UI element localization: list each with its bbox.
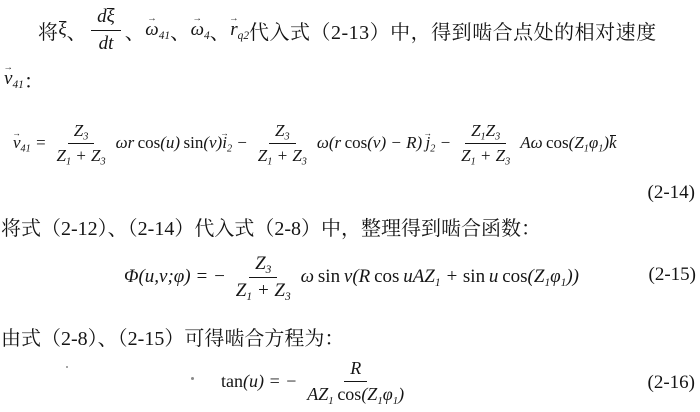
fraction-numerator: $Z_1Z_3$ [465,120,506,143]
fraction-z1z3-over-z1z3 [455,120,516,166]
equation-label-2-15: (2-15) [648,264,696,285]
equation-2-16 [221,352,414,410]
equation-2-14 [13,110,617,176]
math-omega-4-vec: → $\omega_4$ [191,19,210,41]
fraction-dxi-dt [91,5,121,56]
fraction-denominator: dt [98,32,114,54]
eq216-lhs: tan(u) = − [221,370,298,391]
separator-dunhao: 、 [66,21,88,44]
fraction-denominator: $AZ_1$ $\cos(Z_1\varphi_1)$ [307,383,405,407]
math-omega-41-vec: → $\omega_{41}$ [145,19,170,41]
fraction-z3-over-z1z3 [252,120,313,166]
separator-dunhao: 、 [170,21,191,44]
fraction-numerator: $Z_3$ [249,252,277,278]
eq214-term1: ωr cos(u) $\sin(v)\to i_2$ − [116,133,248,153]
paragraph-meshing-function: 将式（2-12）、（2-14）代入式（2-8）中，整理得到啮合函数： [1,217,541,240]
eq214-term3: Aω $\cos(Z_1\varphi_1)k$ [520,133,617,155]
v41-symbol-line [4,64,44,94]
separator-dunhao: 、 [124,21,146,44]
intro-text-lead: 将 [38,21,59,44]
separator-dunhao: 、 [209,21,231,44]
scan-speck [66,366,68,368]
eq215-rhs: ω sin v(R cos uAZ$_1$ + sin u $\cos(Z_1\varphi_1)$) [300,266,580,289]
fraction-denominator: $Z_1 + Z_3$ [235,279,291,303]
equation-2-15 [124,246,579,308]
fraction-numerator: $Z_3$ [68,120,95,143]
fraction-denominator: $Z_1 + Z_3$ [257,145,307,168]
eq214-term2: ω(r $\cos(v) - R) \to j_2$ − [317,133,451,153]
math-v41-vec: → $v_{41}$ [4,68,24,90]
fullwidth-colon: ： [23,70,44,93]
fraction-numerator: dξ [91,5,121,31]
fraction-numerator: R [344,357,367,382]
scan-speck [191,377,194,380]
fraction-denominator: $Z_1 + Z_3$ [461,145,511,168]
eq215-lhs: Φ(u,v;φ) = − [124,266,226,287]
paragraph-meshing-equation: 由式（2-8）、（2-15）可得啮合方程为： [1,327,345,350]
fraction-r-over-az1cos [301,357,410,405]
fraction-z3-over-z1z3 [50,120,111,166]
eq214-lhs: → $v_{41}$ = [13,133,46,153]
equation-label-2-16: (2-16) [647,372,695,393]
intro-text-tail: 代入式（2-13）中，得到啮合点处的相对速度 [249,21,657,44]
math-r-q2-vec: → $r_{q2}$ [230,19,249,41]
paragraph-intro [38,2,657,58]
fraction-numerator: $Z_3$ [269,120,296,143]
fraction-denominator: $Z_1 + Z_3$ [56,145,106,168]
equation-label-2-14: (2-14) [647,182,695,203]
fraction-z3-over-z1z3 [230,252,297,303]
math-xi-bar: ξ [58,19,67,40]
